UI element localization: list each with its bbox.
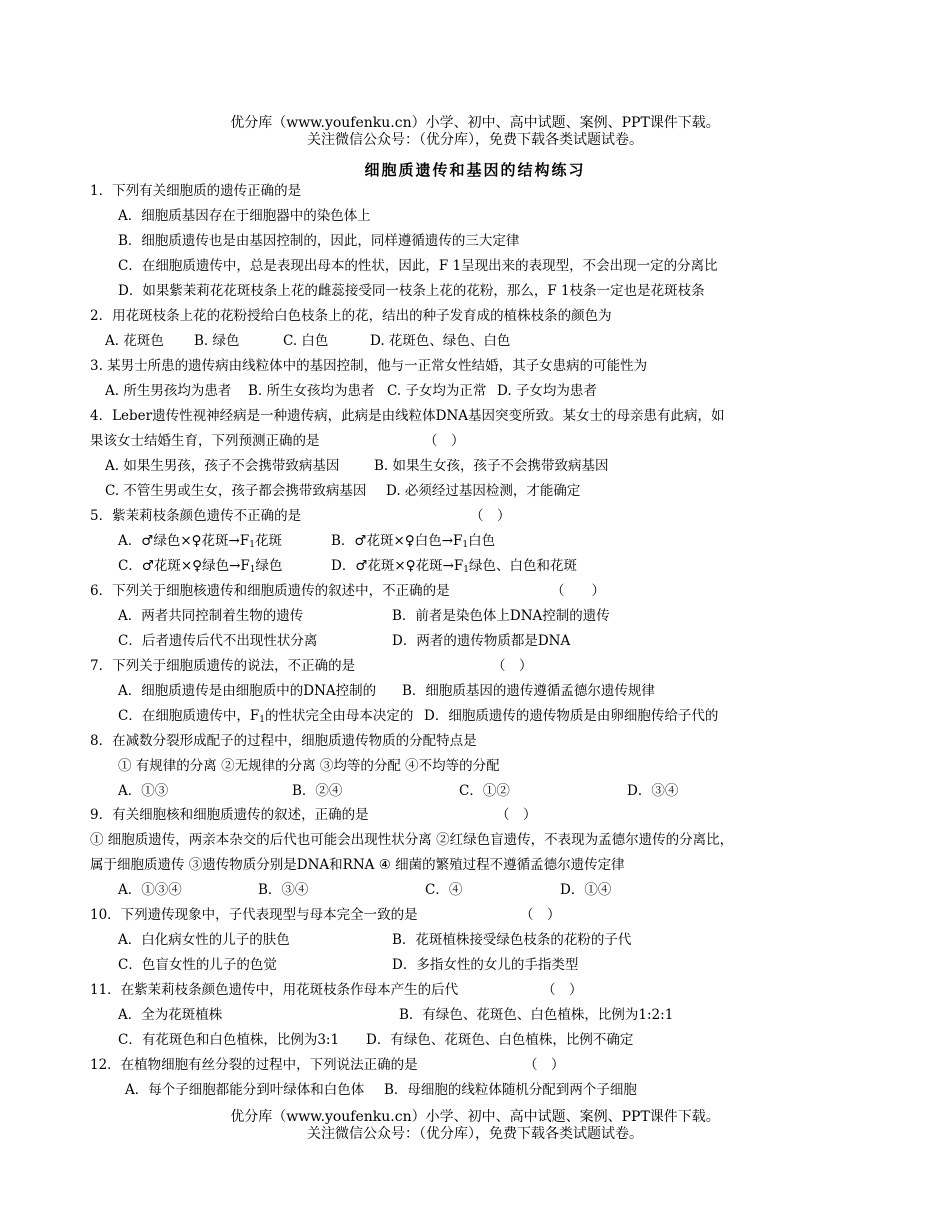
question-10-option-d: D．多指女性的女儿的手指类型 <box>392 957 579 973</box>
question-6-option-b: B．前者是染色体上DNA控制的遗传 <box>392 608 610 624</box>
question-7-answer-paren: （ ） <box>492 658 533 674</box>
question-7-option-b: B．细胞质基因的遗传遵循孟德尔遗传规律 <box>402 683 655 699</box>
question-5-answer-paren: （ ） <box>470 508 511 524</box>
question-11-answer-paren: （ ） <box>542 982 583 998</box>
question-7-option-c: C．在细胞质遗传中，$F_1$的性状完全由母本决定的 <box>118 708 414 725</box>
question-9-statements-line-2: 属于细胞质遗传 ③遗传物质分别是DNA和RNA ④ 细菌的繁殖过程不遵循孟德尔遗传定律 <box>90 857 625 873</box>
question-9-stem: 9．有关细胞核和细胞质遗传的叙述，正确的是 <box>90 807 369 823</box>
question-9-option-c: C．④ <box>425 882 463 898</box>
question-10-option-b: B．花斑植株接受绿色枝条的花粉的子代 <box>392 932 632 948</box>
question-2-option-d: D. 花斑色、绿色、白色 <box>370 333 511 349</box>
question-4-option-a: A. 如果生男孩，孩子不会携带致病基因 <box>105 458 340 474</box>
question-1-option-b: B．细胞质遗传也是由基因控制的，因此，同样遵循遗传的三大定律 <box>118 233 520 249</box>
question-5-option-c: C．♂花斑×♀绿色$\to F_1$绿色 <box>118 558 283 575</box>
footer-line-2: 关注微信公众号：（优分库），免费下载各类试题试卷。 <box>307 1126 643 1142</box>
question-6-option-a: A．两者共同控制着生物的遗传 <box>118 608 304 624</box>
question-4-option-b: B. 如果生女孩，孩子不会携带致病基因 <box>374 458 609 474</box>
question-5-option-d: D．♂花斑×♀花斑$\to F_1$绿色、白色和花斑 <box>331 558 578 575</box>
question-9-option-b: B．③④ <box>258 882 309 898</box>
question-4-answer-paren: （ ） <box>424 433 465 449</box>
question-11-option-a: A．全为花斑植株 <box>118 1007 223 1023</box>
question-11-option-d: D．有绿色、花斑色、白色植株，比例不确定 <box>366 1032 634 1048</box>
question-8-option-c: C．①② <box>459 783 510 799</box>
question-11-option-c: C．有花斑色和白色植株，比例为3:1 <box>118 1032 340 1048</box>
question-7-option-a: A．细胞质遗传是由细胞质中的DNA控制的 <box>118 683 377 699</box>
question-12-option-b: B．母细胞的线粒体随机分配到两个子细胞 <box>384 1082 637 1098</box>
question-9-answer-paren: （ ） <box>496 807 537 823</box>
question-2-option-a: A. 花斑色 <box>105 333 164 349</box>
question-9-statements-line-1: ① 细胞质遗传，两亲本杂交的后代也可能会出现性状分离 ②红绿色盲遗传，不表现为孟德尔遗传的分离比， <box>90 832 734 848</box>
question-12-stem: 12．在植物细胞有丝分裂的过程中，下列说法正确的是 <box>90 1057 418 1073</box>
question-8-choices: ① 有规律的分离 ②无规律的分离 ③均等的分配 ④不均等的分配 <box>118 758 500 774</box>
question-6-option-c: C．后者遗传后代不出现性状分离 <box>118 633 318 649</box>
header-line-2: 关注微信公众号：（优分库），免费下载各类试题试卷。 <box>307 132 643 148</box>
question-5-option-a: A．♂绿色×♀花斑$\to F_1$花斑 <box>118 533 282 550</box>
question-8-stem: 8．在减数分裂形成配子的过程中，细胞质遗传物质的分配特点是 <box>90 733 477 749</box>
question-8-option-a: A．①③ <box>118 783 169 799</box>
question-12-option-a: A．每个子细胞都能分到叶绿体和白色体 <box>125 1082 365 1098</box>
question-2-option-c: C. 白色 <box>283 333 329 349</box>
question-1-stem: 1．下列有关细胞质的遗传正确的是 <box>90 183 302 199</box>
question-7-option-d: D．细胞质遗传的遗传物质是由卵细胞传给子代的 <box>424 708 719 724</box>
question-9-option-a: A．①③④ <box>118 882 182 898</box>
question-8-option-b: B．②④ <box>292 783 343 799</box>
question-2-stem: 2．用花斑枝条上花的花粉授给白色枝条上的花，结出的种子发育成的植株枝条的颜色为 <box>90 308 612 324</box>
question-6-answer-paren: （ ） <box>551 583 605 599</box>
question-2-option-b: B. 绿色 <box>194 333 240 349</box>
question-7-stem: 7．下列关于细胞质遗传的说法，不正确的是 <box>90 658 356 674</box>
question-4-option-d: D. 必须经过基因检测，才能确定 <box>386 483 581 499</box>
question-4-option-c: C. 不管生男或生女，孩子都会携带致病基因 <box>105 483 367 499</box>
footer-line-1: 优分库（www.youfenku.cn）小学、初中、高中试题、案例、PPT课件下载。 <box>230 1109 720 1125</box>
question-1-option-d: D．如果紫茉莉花花斑枝条上花的雌蕊接受同一枝条上花的花粉，那么，F 1枝条一定也是花斑枝条 <box>118 283 705 299</box>
question-12-answer-paren: （ ） <box>524 1057 565 1073</box>
document-title: 细胞质遗传和基因的结构练习 <box>364 161 586 179</box>
question-6-stem: 6．下列关于细胞核遗传和细胞质遗传的叙述中，不正确的是 <box>90 583 450 599</box>
question-5-stem: 5．紫茉莉枝条颜色遗传不正确的是 <box>90 508 302 524</box>
question-3-option-a: A. 所生男孩均为患者 <box>105 383 232 399</box>
question-3-stem: 3. 某男士所患的遗传病由线粒体中的基因控制，他与一正常女性结婚，其子女患病的可能性为 <box>90 358 648 374</box>
question-5-option-b: B．♂花斑×♀白色$\to F_1$白色 <box>331 533 496 550</box>
question-3-option-d: D. 子女均为患者 <box>497 383 597 399</box>
header-line-1: 优分库（www.youfenku.cn）小学、初中、高中试题、案例、PPT课件下载。 <box>230 115 720 131</box>
question-11-option-b: B．有绿色、花斑色、白色植株，比例为1:2:1 <box>399 1007 674 1023</box>
question-9-option-d: D．①④ <box>560 882 612 898</box>
question-11-stem: 11．在紫茉莉枝条颜色遗传中，用花斑枝条作母本产生的后代 <box>90 982 459 998</box>
question-3-option-b: B. 所生女孩均为患者 <box>248 383 375 399</box>
question-1-option-c: C．在细胞质遗传中，总是表现出母本的性状，因此，F 1呈现出来的表现型，不会出现一定的分离比 <box>118 258 718 274</box>
question-8-option-d: D．③④ <box>627 783 679 799</box>
question-10-option-a: A．白化病女性的儿子的肤色 <box>118 932 290 948</box>
question-10-stem: 10．下列遗传现象中，子代表现型与母本完全一致的是 <box>90 907 418 923</box>
question-10-answer-paren: （ ） <box>520 907 561 923</box>
question-10-option-c: C．色盲女性的儿子的色觉 <box>118 957 277 973</box>
question-4-stem-line-1: 4．Leber遗传性视神经病是一种遗传病，此病是由线粒体DNA基因突变所致。某女士的母亲患有此病，如 <box>90 408 725 424</box>
question-4-stem-line-2: 果该女士结婚生育，下列预测正确的是 <box>90 433 320 449</box>
question-1-option-a: A．细胞质基因存在于细胞器中的染色体上 <box>118 208 371 224</box>
question-6-option-d: D．两者的遗传物质都是DNA <box>392 633 571 649</box>
question-3-option-c: C. 子女均为正常 <box>387 383 487 399</box>
